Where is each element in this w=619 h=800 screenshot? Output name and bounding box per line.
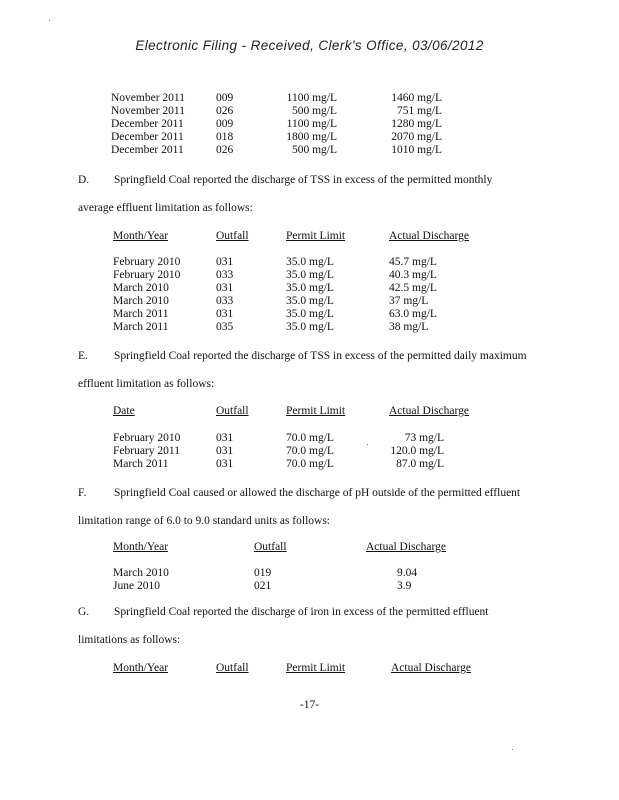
table-cell-date: December 2011 [111,118,184,130]
table-cell-limit: 35.0 mg/L [286,282,334,294]
table-cell-outfall: 033 [216,295,234,307]
scan-speck [367,444,368,445]
table-cell-outfall: 026 [216,144,234,156]
table-cell-outfall: 031 [216,445,234,457]
paragraph-text: limitations as follows: [78,634,181,646]
table-cell-outfall: 031 [216,458,234,470]
table-cell-date: March 2010 [113,295,169,307]
table-cell-outfall: 031 [216,308,234,320]
table-cell-actual: 87.0 mg/L [396,458,444,470]
table-cell-actual: 42.5 mg/L [389,282,437,294]
scan-speck [49,20,50,21]
column-header-outfall: Outfall [216,662,249,674]
column-header-actual-discharge: Actual Discharge [389,405,469,417]
section-letter: F. [78,487,87,499]
table-cell-date: February 2010 [113,256,181,268]
table-cell-date: June 2010 [113,580,160,592]
column-header-permit-limit: Permit Limit [286,405,346,417]
column-header-permit-limit: Permit Limit [286,230,346,242]
table-cell-actual: 120.0 mg/L [390,445,444,457]
table-cell-limit: 35.0 mg/L [286,308,334,320]
table-cell-limit: 70.0 mg/L [286,432,334,444]
column-header-permit-limit: Permit Limit [286,662,346,674]
page-number: -17- [299,699,320,711]
table-cell-date: March 2011 [113,458,169,470]
table-cell-outfall: 018 [216,131,234,143]
scan-speck [512,749,513,750]
table-cell-limit: 35.0 mg/L [286,295,334,307]
table-cell-date: February 2010 [113,432,181,444]
table-cell-actual: 1460 mg/L [391,92,442,104]
table-cell-outfall: 031 [216,432,234,444]
paragraph-text: average effluent limitation as follows: [78,202,253,214]
table-cell-actual: 37 mg/L [389,295,429,307]
table-cell-outfall: 033 [216,269,234,281]
table-cell-actual: 73 mg/L [404,432,444,444]
table-cell-limit: 70.0 mg/L [286,458,334,470]
paragraph-text: effluent limitation as follows: [78,378,215,390]
table-cell-actual: 2070 mg/L [391,131,442,143]
table-cell-limit: 70.0 mg/L [286,445,334,457]
column-header-outfall: Outfall [254,541,287,553]
table-cell-actual: 751 mg/L [396,105,442,117]
table-cell-outfall: 009 [216,92,234,104]
column-header-actual-discharge: Actual Discharge [366,541,446,553]
table-cell-actual: 3.9 [397,580,412,592]
column-header-month-year: Month/Year [113,541,169,553]
filing-stamp-header: Electronic Filing - Received, Clerk's Office, 03/06/2012 [135,38,484,53]
section-letter: D. [78,174,90,186]
table-cell-outfall: 026 [216,105,234,117]
table-cell-date: February 2010 [113,269,181,281]
column-header-actual-discharge: Actual Discharge [391,662,471,674]
paragraph-text: Springfield Coal caused or allowed the discharge of pH outside of the permitted effluent [114,487,521,499]
table-cell-date: December 2011 [111,131,184,143]
table-cell-outfall: 021 [254,580,272,592]
column-header-month-year: Month/Year [113,662,169,674]
table-cell-actual: 1010 mg/L [391,144,442,156]
table-cell-limit: 1100 mg/L [286,118,337,130]
paragraph-text: Springfield Coal reported the discharge of TSS in excess of the permitted monthly [114,174,493,186]
table-cell-outfall: 035 [216,321,234,333]
table-cell-limit: 35.0 mg/L [286,256,334,268]
table-cell-actual: 63.0 mg/L [389,308,437,320]
paragraph-text: limitation range of 6.0 to 9.0 standard units as follows: [78,515,331,527]
table-cell-date: March 2010 [113,567,169,579]
table-cell-limit: 1800 mg/L [286,131,337,143]
column-header-outfall: Outfall [216,405,249,417]
column-header-outfall: Outfall [216,230,249,242]
table-cell-limit: 500 mg/L [291,144,337,156]
table-cell-actual: 38 mg/L [389,321,429,333]
table-cell-limit: 35.0 mg/L [286,269,334,281]
table-cell-limit: 1100 mg/L [286,92,337,104]
table-cell-actual: 1280 mg/L [391,118,442,130]
table-cell-outfall: 031 [216,282,234,294]
table-cell-date: November 2011 [111,105,185,117]
table-cell-outfall: 019 [254,567,272,579]
table-cell-date: December 2011 [111,144,184,156]
table-cell-limit: 35.0 mg/L [286,321,334,333]
table-cell-outfall: 009 [216,118,234,130]
table-cell-actual: 9.04 [397,567,418,579]
table-cell-outfall: 031 [216,256,234,268]
section-letter: E. [78,350,88,362]
table-cell-date: March 2011 [113,308,169,320]
table-cell-limit: 500 mg/L [291,105,337,117]
table-cell-actual: 40.3 mg/L [389,269,437,281]
table-cell-actual: 45.7 mg/L [389,256,437,268]
section-letter: G. [78,606,90,618]
table-cell-date: November 2011 [111,92,185,104]
table-cell-date: February 2011 [113,445,180,457]
table-cell-date: March 2011 [113,321,169,333]
column-header-date: Date [113,405,135,417]
paragraph-text: Springfield Coal reported the discharge of TSS in excess of the permitted daily maximum [114,350,527,362]
paragraph-text: Springfield Coal reported the discharge of iron in excess of the permitted effluent [114,606,489,618]
column-header-actual-discharge: Actual Discharge [389,230,469,242]
column-header-month-year: Month/Year [113,230,169,242]
table-cell-date: March 2010 [113,282,169,294]
